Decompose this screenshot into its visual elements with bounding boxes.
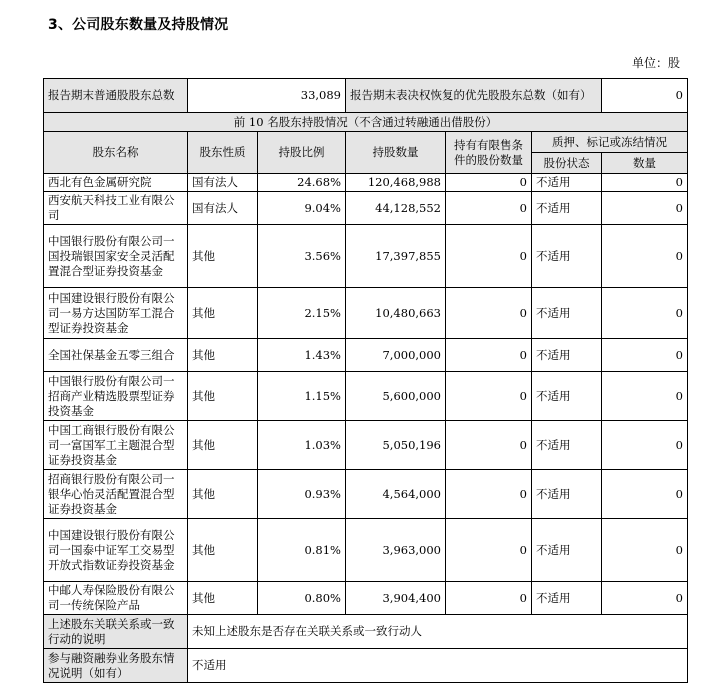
- holding-quantity: 44,128,552: [346, 192, 446, 225]
- related-party-row-value: 未知上述股东是否存在关联关系或一致行动人: [188, 615, 688, 649]
- restricted-quantity: 0: [446, 339, 532, 372]
- table-row: [44, 225, 688, 288]
- pledge-quantity: 0: [602, 192, 688, 225]
- holding-ratio: 0.80%: [258, 582, 346, 615]
- margin-trading-row: [44, 649, 688, 683]
- shareholder-name: 中国建设银行股份有限公司一国泰中证军工交易型开放式指数证券投资基金: [44, 519, 188, 582]
- shareholder-nature: 其他: [188, 339, 258, 372]
- holding-quantity: 5,600,000: [346, 372, 446, 421]
- table-row: [44, 372, 688, 421]
- shareholder-name: 中国银行股份有限公司一国投瑞银国家安全灵活配置混合型证券投资基金: [44, 225, 188, 288]
- shareholder-nature: 其他: [188, 421, 258, 470]
- shareholder-name: 西安航天科技工业有限公司: [44, 192, 188, 225]
- table-row: [44, 470, 688, 519]
- header-pledge-status: 股份状态: [532, 153, 602, 174]
- holding-quantity: 17,397,855: [346, 225, 446, 288]
- pledge-quantity: 0: [602, 470, 688, 519]
- table-row: [44, 421, 688, 470]
- table-row: [44, 339, 688, 372]
- preferred-holders-label: 报告期末表决权恢复的优先股股东总数（如有）: [346, 79, 602, 113]
- pledge-status: 不适用: [532, 372, 602, 421]
- restricted-quantity: 0: [446, 582, 532, 615]
- holding-ratio: 24.68%: [258, 174, 346, 192]
- restricted-quantity: 0: [446, 288, 532, 339]
- shareholder-table: [43, 78, 688, 683]
- top10-title-row: [44, 113, 688, 132]
- holding-quantity: 7,000,000: [346, 339, 446, 372]
- header-row: [44, 132, 688, 153]
- pledge-status: 不适用: [532, 421, 602, 470]
- restricted-quantity: 0: [446, 192, 532, 225]
- margin-trading-row-label: 参与融资融券业务股东情况说明（如有）: [44, 649, 188, 683]
- shareholder-nature: 其他: [188, 519, 258, 582]
- restricted-quantity: 0: [446, 470, 532, 519]
- shareholder-name: 中国建设银行股份有限公司一易方达国防军工混合型证券投资基金: [44, 288, 188, 339]
- shareholder-name: 全国社保基金五零三组合: [44, 339, 188, 372]
- pledge-quantity: 0: [602, 288, 688, 339]
- restricted-quantity: 0: [446, 225, 532, 288]
- summary-row: [44, 79, 688, 113]
- holding-ratio: 1.43%: [258, 339, 346, 372]
- pledge-status: 不适用: [532, 582, 602, 615]
- shareholder-name: 西北有色金属研究院: [44, 174, 188, 192]
- shareholder-nature: 其他: [188, 225, 258, 288]
- shareholder-name: 中国工商银行股份有限公司一富国军工主题混合型证券投资基金: [44, 421, 188, 470]
- shareholder-name: 招商银行股份有限公司一银华心怡灵活配置混合型证券投资基金: [44, 470, 188, 519]
- holding-ratio: 9.04%: [258, 192, 346, 225]
- pledge-status: 不适用: [532, 470, 602, 519]
- pledge-quantity: 0: [602, 421, 688, 470]
- margin-trading-row-value: 不适用: [188, 649, 688, 683]
- related-party-row-label: 上述股东关联关系或一致行动的说明: [44, 615, 188, 649]
- pledge-quantity: 0: [602, 372, 688, 421]
- holding-ratio: 3.56%: [258, 225, 346, 288]
- header-pledge-quantity: 数量: [602, 153, 688, 174]
- shareholder-name: 中国银行股份有限公司一招商产业精选股票型证券投资基金: [44, 372, 188, 421]
- shareholder-nature: 国有法人: [188, 174, 258, 192]
- table-row: [44, 519, 688, 582]
- table-row: [44, 192, 688, 225]
- header-quantity: 持股数量: [346, 132, 446, 174]
- header-restricted: 持有有限售条件的股份数量: [446, 132, 532, 174]
- holding-quantity: 10,480,663: [346, 288, 446, 339]
- holding-ratio: 2.15%: [258, 288, 346, 339]
- common-holders-label: 报告期末普通股股东总数: [44, 79, 188, 113]
- shareholder-nature: 其他: [188, 582, 258, 615]
- pledge-quantity: 0: [602, 582, 688, 615]
- header-nature: 股东性质: [188, 132, 258, 174]
- pledge-status: 不适用: [532, 339, 602, 372]
- table-row: [44, 174, 688, 192]
- restricted-quantity: 0: [446, 174, 532, 192]
- shareholder-nature: 其他: [188, 470, 258, 519]
- holding-quantity: 4,564,000: [346, 470, 446, 519]
- header-ratio: 持股比例: [258, 132, 346, 174]
- top10-title: 前 10 名股东持股情况（不含通过转融通出借股份）: [44, 113, 688, 132]
- pledge-status: 不适用: [532, 288, 602, 339]
- restricted-quantity: 0: [446, 372, 532, 421]
- holding-quantity: 3,963,000: [346, 519, 446, 582]
- shareholder-name: 中邮人寿保险股份有限公司一传统保险产品: [44, 582, 188, 615]
- section-title: 3、公司股东数量及持股情况: [48, 17, 229, 33]
- shareholder-nature: 其他: [188, 372, 258, 421]
- holding-ratio: 0.93%: [258, 470, 346, 519]
- pledge-status: 不适用: [532, 192, 602, 225]
- pledge-status: 不适用: [532, 174, 602, 192]
- pledge-quantity: 0: [602, 519, 688, 582]
- pledge-status: 不适用: [532, 519, 602, 582]
- related-party-row: [44, 615, 688, 649]
- holding-quantity: 120,468,988: [346, 174, 446, 192]
- holding-quantity: 3,904,400: [346, 582, 446, 615]
- pledge-quantity: 0: [602, 174, 688, 192]
- pledge-quantity: 0: [602, 339, 688, 372]
- pledge-status: 不适用: [532, 225, 602, 288]
- preferred-holders-value: 0: [602, 79, 688, 113]
- restricted-quantity: 0: [446, 519, 532, 582]
- table-row: [44, 582, 688, 615]
- holding-ratio: 1.03%: [258, 421, 346, 470]
- shareholder-nature: 其他: [188, 288, 258, 339]
- pledge-quantity: 0: [602, 225, 688, 288]
- unit-label: 单位：股: [631, 56, 680, 70]
- table-row: [44, 288, 688, 339]
- header-pledge-group: 质押、标记或冻结情况: [532, 132, 688, 153]
- common-holders-value: 33,089: [188, 79, 346, 113]
- restricted-quantity: 0: [446, 421, 532, 470]
- holding-quantity: 5,050,196: [346, 421, 446, 470]
- header-name: 股东名称: [44, 132, 188, 174]
- holding-ratio: 1.15%: [258, 372, 346, 421]
- shareholder-nature: 国有法人: [188, 192, 258, 225]
- holding-ratio: 0.81%: [258, 519, 346, 582]
